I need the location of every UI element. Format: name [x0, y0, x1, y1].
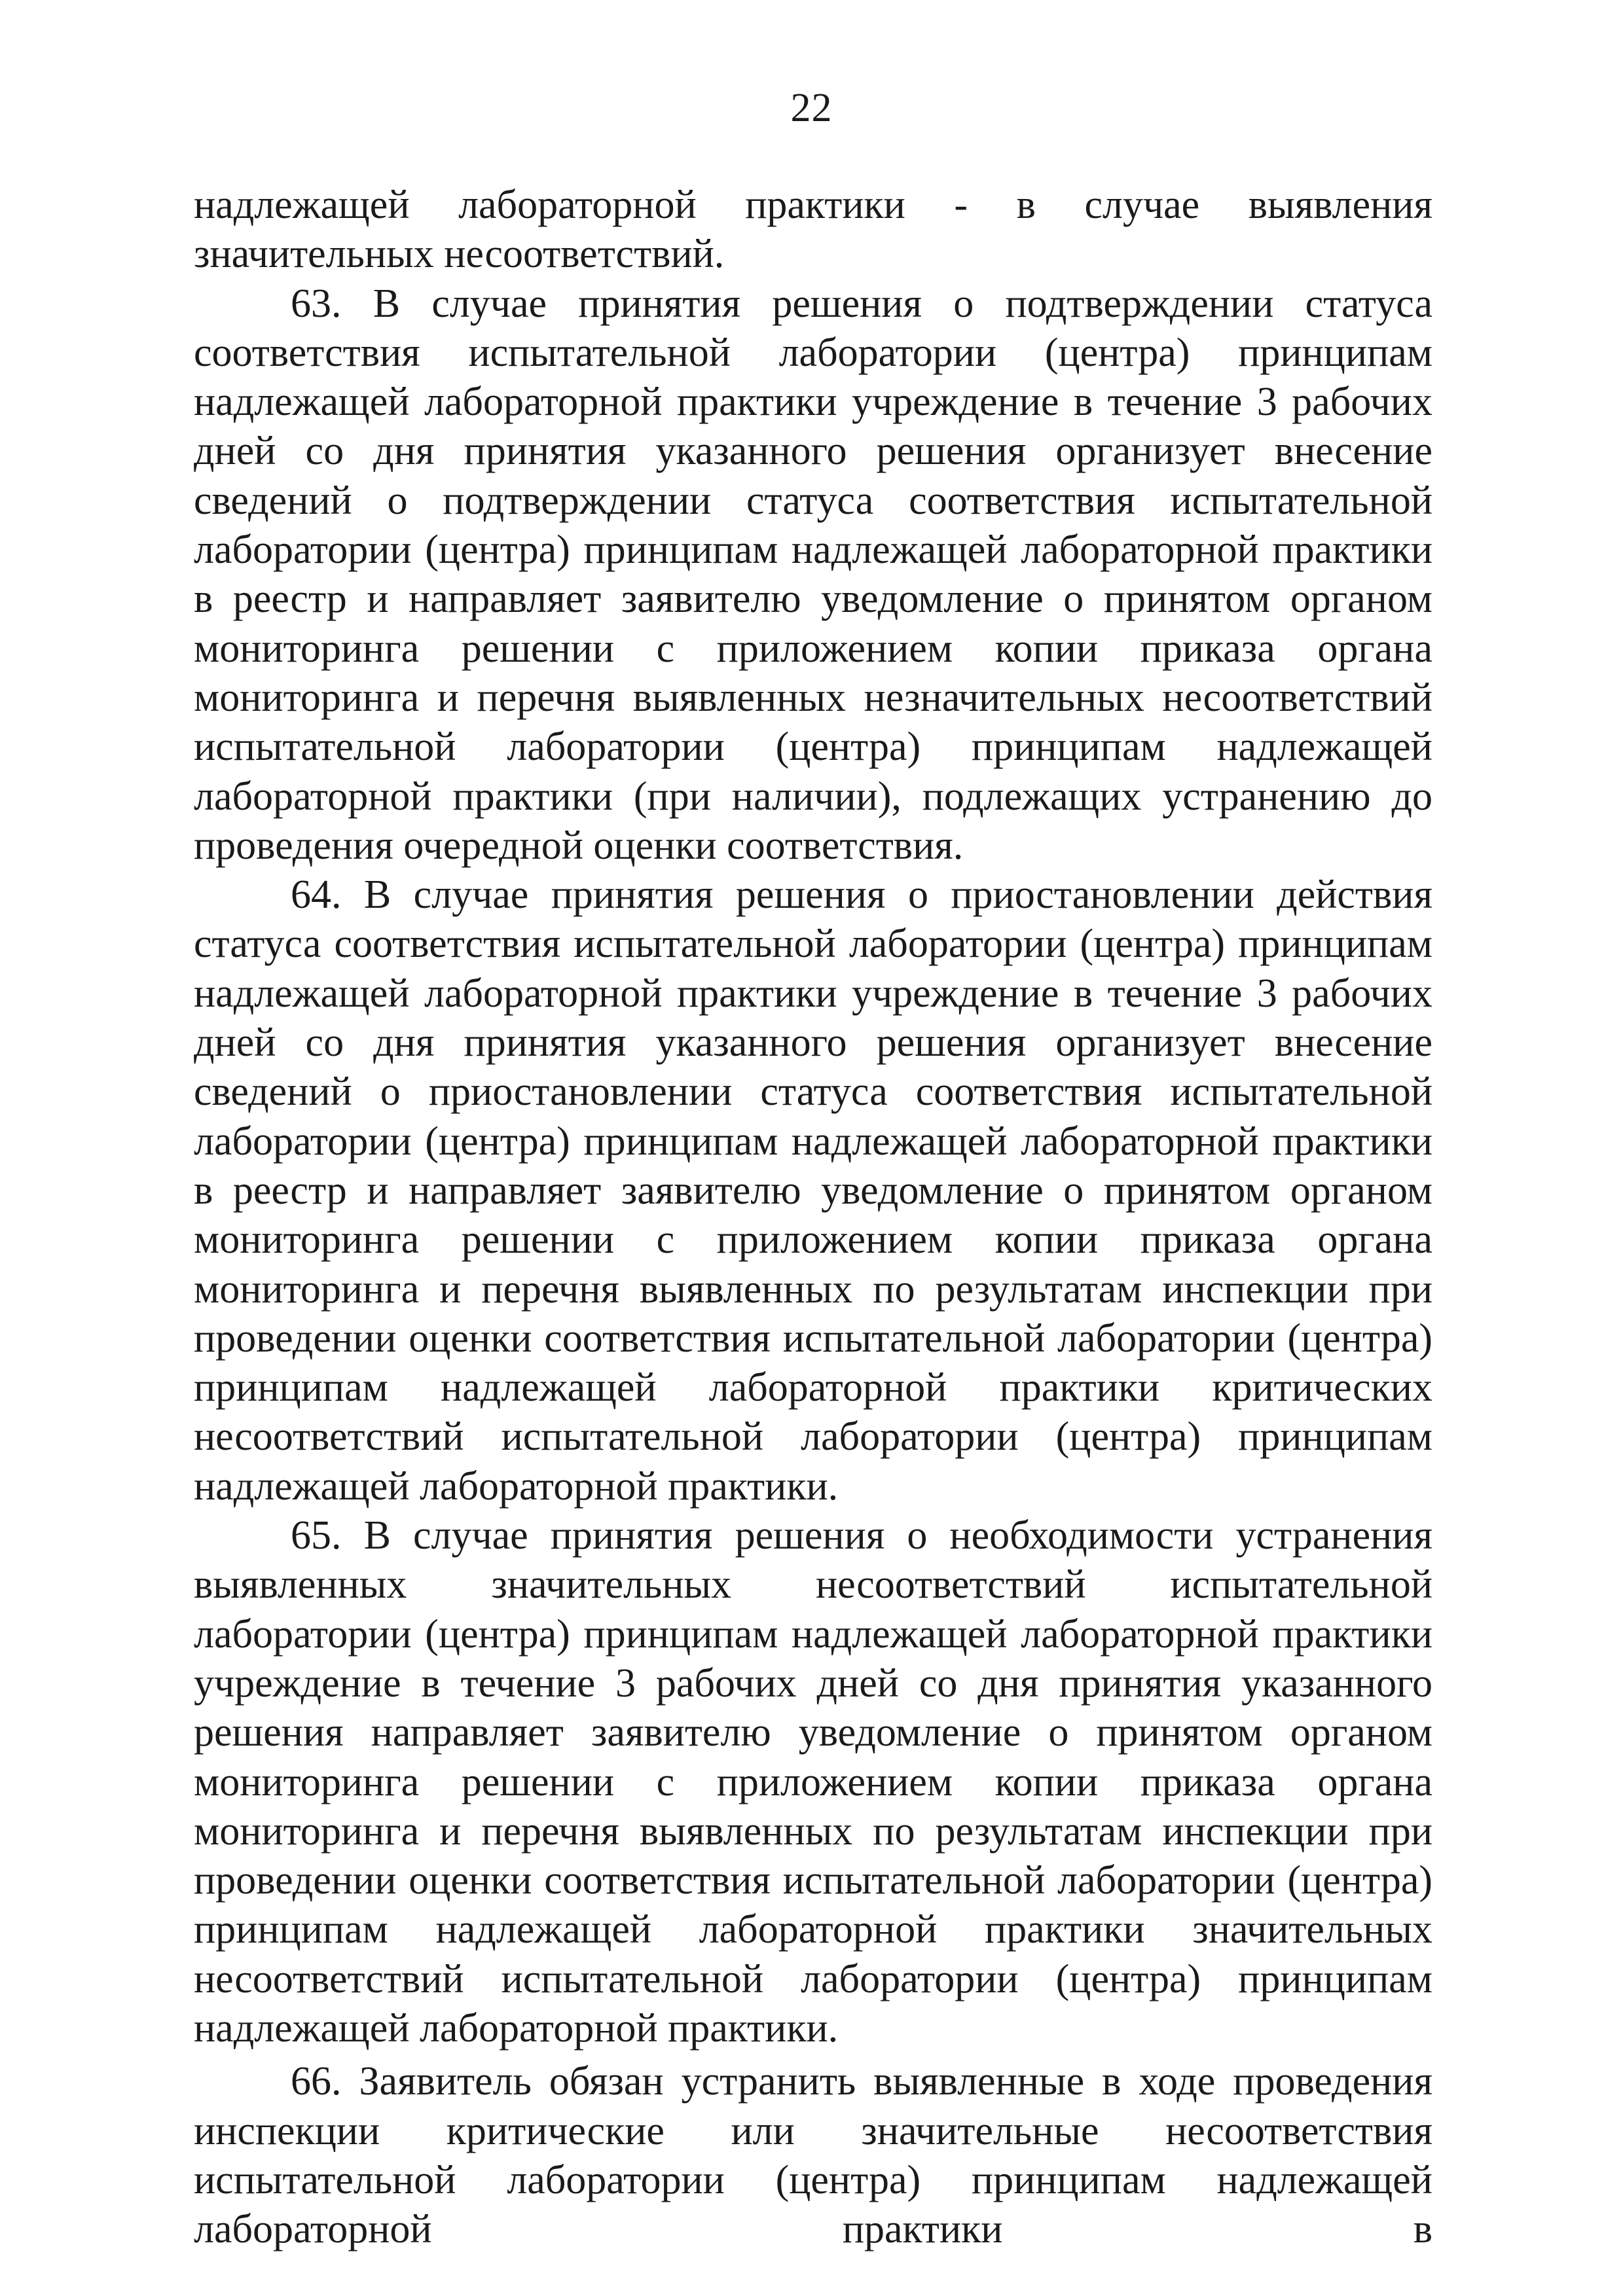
paragraph-text: В случае принятия решения о подтверждении статуса соответствия испытательной лаборатории (центра) принципам надлежащей лабораторной практики учреждение в течение 3 рабочих дней со дня принятия указанного решения организует внесение сведений о подтверждении статуса соответствия испытательной лаборатории (центра) принципам надлежащей лабораторной практики в реестр и направляет заявителю уведомление о принятом органом мониторинга решении с приложением копии приказа органа мониторинга и перечня выявленных незначительных несоответствий испытательной лаборатории (центра) принципам надлежащей лабораторной практики (при наличии), подлежащих устранению до проведения очередной оценки соответствия. — [194, 281, 1432, 868]
paragraph-text: В случае принятия решения о приостановлении действия статуса соответствия испытательной лаборатории (центра) принципам надлежащей лабораторной практики учреждение в течение 3 рабочих дней со дня принятия указанного решения организует внесение сведений о приостановлении статуса соответствия испытательной лаборатории (центра) принципам надлежащей лабораторной практики в реестр и направляет заявителю уведомление о принятом органом мониторинга решении с приложением копии приказа органа мониторинга и перечня выявленных по результатам инспекции при проведении оценки соответствия испытательной лаборатории (центра) принципам надлежащей лабораторной практики критических несоответствий испытательной лаборатории (центра) принципам надлежащей лабораторной практики. — [194, 872, 1432, 1509]
paragraph-64 — [194, 870, 1432, 1511]
paragraph-text: Заявитель обязан устранить выявленные в ходе проведения инспекции критические или значительные несоответствия испытательной лаборатории (центра) принципам надлежащей лабораторной практики в — [194, 2059, 1432, 2252]
paragraph-number: 65. — [291, 1513, 342, 1558]
page-number: 22 — [790, 86, 833, 130]
paragraph-number: 63. — [291, 281, 342, 326]
paragraph-62-continuation — [194, 181, 1432, 279]
paragraph-65 — [194, 1511, 1432, 2053]
paragraph-number: 66. — [291, 2059, 342, 2104]
paragraph-66 — [194, 2057, 1432, 2254]
paragraph-text: надлежащей лабораторной практики - в случае выявления значительных несоответствий. — [194, 183, 1432, 277]
paragraph-63 — [194, 279, 1432, 871]
paragraph-number: 64. — [291, 872, 342, 918]
document-body — [194, 181, 1432, 2254]
paragraph-text: В случае принятия решения о необходимости устранения выявленных значительных несоответствий испытательной лаборатории (центра) принципам надлежащей лабораторной практики учреждение в течение 3 рабочих дней со дня принятия указанного решения направляет заявителю уведомление о принятом органом мониторинга решении с приложением копии приказа органа мониторинга и перечня выявленных по результатам инспекции при проведении оценки соответствия испытательной лаборатории (центра) принципам надлежащей лабораторной практики значительных несоответствий испытательной лаборатории (центра) принципам надлежащей лабораторной практики. — [194, 1513, 1432, 2051]
